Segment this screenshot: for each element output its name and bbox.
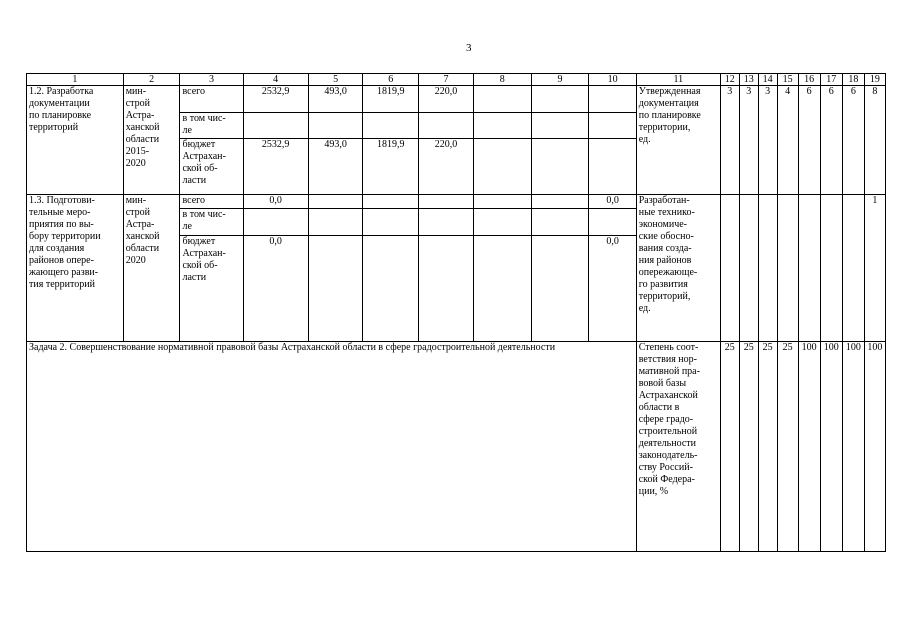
- amount-cell: [589, 86, 636, 113]
- indicator-cell: Утвержденная документация по планировке территории, ед.: [636, 86, 720, 195]
- header-cell: 15: [777, 74, 798, 86]
- source-budget: бюджет Астрахан- ской об- ласти: [180, 139, 243, 195]
- amount-cell: [419, 236, 474, 342]
- amount-cell: [363, 195, 419, 209]
- header-row: [27, 74, 886, 86]
- amount-cell: [308, 236, 363, 342]
- year-value: [758, 195, 777, 342]
- header-cell: 16: [798, 74, 820, 86]
- measure-name: 1.2. Разработка документации по планировке территорий: [27, 86, 124, 195]
- year-value: [842, 195, 864, 342]
- amount-cell: [531, 86, 589, 113]
- year-value: 100: [842, 342, 864, 552]
- header-cell: 17: [820, 74, 842, 86]
- year-value: 6: [842, 86, 864, 195]
- header-cell: 3: [180, 74, 243, 86]
- amount-cell: [308, 195, 363, 209]
- year-value: 6: [798, 86, 820, 195]
- header-cell: 12: [720, 74, 739, 86]
- year-value: 8: [864, 86, 885, 195]
- task-heading: Задача 2. Совершенствование нормативной правовой базы Астраханской области в сфере градостроительной деятельности: [27, 342, 637, 552]
- header-cell: 10: [589, 74, 636, 86]
- header-cell: 14: [758, 74, 777, 86]
- page-number: 3: [466, 42, 472, 54]
- year-value: 6: [820, 86, 842, 195]
- amount-cell: 220,0: [419, 86, 474, 113]
- indicator-cell: Разработан- ные технико- экономиче- ские обосно- вания созда- ния районов опережающе- го развития территорий, ед.: [636, 195, 720, 342]
- table-row: [27, 195, 886, 209]
- year-value: 25: [758, 342, 777, 552]
- amount-cell: [531, 195, 589, 209]
- amount-cell: [473, 139, 531, 195]
- amount-cell: 493,0: [308, 139, 363, 195]
- amount-cell: [473, 236, 531, 342]
- header-cell: 7: [419, 74, 474, 86]
- year-value: 25: [720, 342, 739, 552]
- table-row: [27, 342, 886, 552]
- header-cell: 4: [243, 74, 308, 86]
- amount-cell: 2532,9: [243, 139, 308, 195]
- table-row: [27, 86, 886, 113]
- year-value: 100: [798, 342, 820, 552]
- amount-cell: 220,0: [419, 139, 474, 195]
- year-value: [798, 195, 820, 342]
- amount-cell: 1819,9: [363, 139, 419, 195]
- amount-cell: 0,0: [589, 236, 636, 342]
- amount-cell: 2532,9: [243, 86, 308, 113]
- year-value: 1: [864, 195, 885, 342]
- year-value: [739, 195, 758, 342]
- header-cell: 9: [531, 74, 589, 86]
- header-cell: 2: [123, 74, 180, 86]
- amount-cell: 0,0: [243, 195, 308, 209]
- header-cell: 5: [308, 74, 363, 86]
- header-cell: 19: [864, 74, 885, 86]
- header-cell: 6: [363, 74, 419, 86]
- header-cell: 18: [842, 74, 864, 86]
- source-incl: в том чис- ле: [180, 209, 243, 236]
- year-value: [820, 195, 842, 342]
- program-table: [26, 73, 886, 552]
- year-value: [720, 195, 739, 342]
- year-value: 25: [739, 342, 758, 552]
- amount-cell: [531, 236, 589, 342]
- amount-cell: [531, 139, 589, 195]
- header-cell: 8: [473, 74, 531, 86]
- amount-cell: 0,0: [589, 195, 636, 209]
- source-incl: в том чис- ле: [180, 113, 243, 139]
- year-value: 25: [777, 342, 798, 552]
- executor-cell: мин- строй Астра- ханской области 2020: [123, 195, 180, 342]
- amount-cell: 0,0: [243, 236, 308, 342]
- year-value: 3: [720, 86, 739, 195]
- header-cell: 11: [636, 74, 720, 86]
- amount-cell: [419, 195, 474, 209]
- year-value: 3: [739, 86, 758, 195]
- year-value: 4: [777, 86, 798, 195]
- header-cell: 1: [27, 74, 124, 86]
- year-value: 100: [820, 342, 842, 552]
- header-cell: 13: [739, 74, 758, 86]
- source-budget: бюджет Астрахан- ской об- ласти: [180, 236, 243, 342]
- amount-cell: 493,0: [308, 86, 363, 113]
- year-value: 100: [864, 342, 885, 552]
- amount-cell: [473, 195, 531, 209]
- executor-cell: мин- строй Астра- ханской области 2015- 2020: [123, 86, 180, 195]
- amount-cell: 1819,9: [363, 86, 419, 113]
- amount-cell: [589, 139, 636, 195]
- amount-cell: [363, 236, 419, 342]
- indicator-cell: Степень соот- ветствия нор- мативной пра- вовой базы Астраханской области в сфере градо- строительной деятельности законодатель- ству Россий- ской Федера- ции, %: [636, 342, 720, 552]
- source-total: всего: [180, 195, 243, 209]
- year-value: 3: [758, 86, 777, 195]
- year-value: [777, 195, 798, 342]
- measure-name: 1.3. Подготови- тельные меро- приятия по вы- бору территории для создания районов опере- жающего разви- тия территорий: [27, 195, 124, 342]
- source-total: всего: [180, 86, 243, 113]
- amount-cell: [473, 86, 531, 113]
